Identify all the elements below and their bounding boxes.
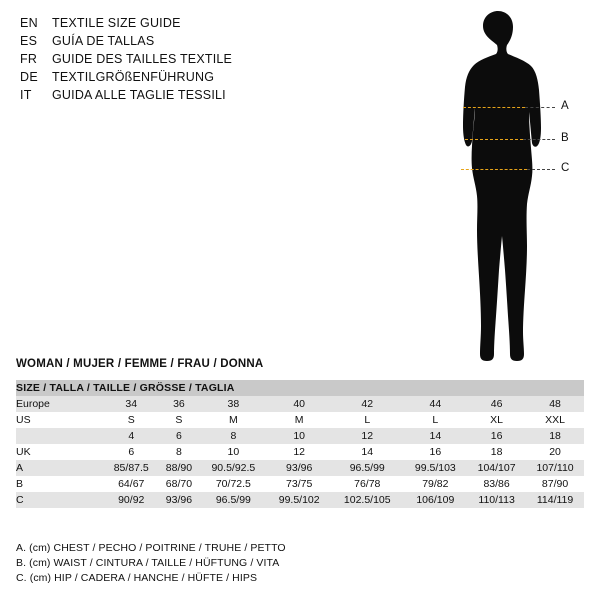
cell: 34 [104,396,158,412]
cell: 12 [267,444,331,460]
cell: M [199,412,267,428]
cell: 20 [526,444,584,460]
cell: 4 [104,428,158,444]
cell: 83/86 [467,476,526,492]
cell: 6 [104,444,158,460]
language-title: GUÍA DE TALLAS [52,34,155,48]
language-code: EN [20,16,38,30]
footnotes-block [16,541,576,586]
table-row [16,460,584,476]
cell: 99.5/103 [404,460,468,476]
footnote-c: C. (cm) HIP / CADERA / HANCHE / HÜFTE / HIPS [16,572,258,584]
cell: 99.5/102 [267,492,331,508]
language-title: TEXTILGRÖßENFÜHRUNG [52,70,215,84]
cell: 18 [526,428,584,444]
cell: 10 [199,444,267,460]
cell: 64/67 [104,476,158,492]
cell: 16 [404,444,468,460]
cell: 107/110 [526,460,584,476]
cell: 93/96 [158,492,199,508]
cell: 85/87.5 [104,460,158,476]
cell: M [267,412,331,428]
cell: 90.5/92.5 [199,460,267,476]
language-title: GUIDE DES TAILLES TEXTILE [52,52,233,66]
measure-label-b: B [561,132,569,144]
table-header-label: SIZE / TALLA / TAILLE / GRÖSSE / TAGLIA [16,380,584,396]
cell: 68/70 [158,476,199,492]
footnote-b: B. (cm) WAIST / CINTURA / TAILLE / HÜFTUNG / VITA [16,557,280,569]
table-header-row [16,380,584,396]
measure-line-c-body [461,169,527,170]
row-label: B [16,476,104,492]
table-row [16,444,584,460]
measure-label-c: C [561,162,570,174]
language-title-block [20,14,320,104]
language-code: IT [20,88,32,102]
table-row [16,412,584,428]
cell: L [404,412,468,428]
cell: XL [467,412,526,428]
cell: 40 [267,396,331,412]
language-code: ES [20,34,38,48]
language-row [20,32,320,50]
cell: 46 [467,396,526,412]
cell: 36 [158,396,199,412]
table-row [16,396,584,412]
footnote-a: A. (cm) CHEST / PECHO / POITRINE / TRUHE / PETTO [16,542,286,554]
language-row [20,68,320,86]
cell: 6 [158,428,199,444]
cell: S [104,412,158,428]
cell: 14 [331,444,404,460]
measure-line-a-body [463,107,525,108]
cell: 18 [467,444,526,460]
cell: 76/78 [331,476,404,492]
row-label: US [16,412,104,428]
cell: 114/119 [526,492,584,508]
size-table [16,380,584,508]
gender-section-title: WOMAN / MUJER / FEMME / FRAU / DONNA [16,358,264,370]
table-row [16,428,584,444]
cell: 102.5/105 [331,492,404,508]
measure-line-b-extension [523,139,555,140]
cell: 44 [404,396,468,412]
cell: 14 [404,428,468,444]
row-label: C [16,492,104,508]
cell: 96.5/99 [331,460,404,476]
language-code: FR [20,52,38,66]
row-label: Europe [16,396,104,412]
row-label: A [16,460,104,476]
measure-label-a: A [561,100,569,112]
measure-line-c-extension [527,169,555,170]
cell: 16 [467,428,526,444]
language-title: GUIDA ALLE TAGLIE TESSILI [52,88,226,102]
cell: 10 [267,428,331,444]
language-row [20,50,320,68]
cell: 106/109 [404,492,468,508]
row-label [16,428,104,444]
cell: 93/96 [267,460,331,476]
cell: 110/113 [467,492,526,508]
measure-line-a-extension [525,107,555,108]
cell: 70/72.5 [199,476,267,492]
silhouette-icon [395,8,595,373]
table-row [16,492,584,508]
language-code: DE [20,70,38,84]
cell: 79/82 [404,476,468,492]
cell: L [331,412,404,428]
cell: 12 [331,428,404,444]
female-silhouette-figure [395,8,595,373]
cell: 104/107 [467,460,526,476]
language-row [20,14,320,32]
cell: S [158,412,199,428]
language-row [20,86,320,104]
cell: 88/90 [158,460,199,476]
measure-line-b-body [465,139,523,140]
cell: XXL [526,412,584,428]
cell: 8 [158,444,199,460]
language-title: TEXTILE SIZE GUIDE [52,16,181,30]
cell: 73/75 [267,476,331,492]
cell: 96.5/99 [199,492,267,508]
cell: 42 [331,396,404,412]
cell: 90/92 [104,492,158,508]
cell: 38 [199,396,267,412]
cell: 8 [199,428,267,444]
cell: 48 [526,396,584,412]
row-label: UK [16,444,104,460]
cell: 87/90 [526,476,584,492]
table-row [16,476,584,492]
